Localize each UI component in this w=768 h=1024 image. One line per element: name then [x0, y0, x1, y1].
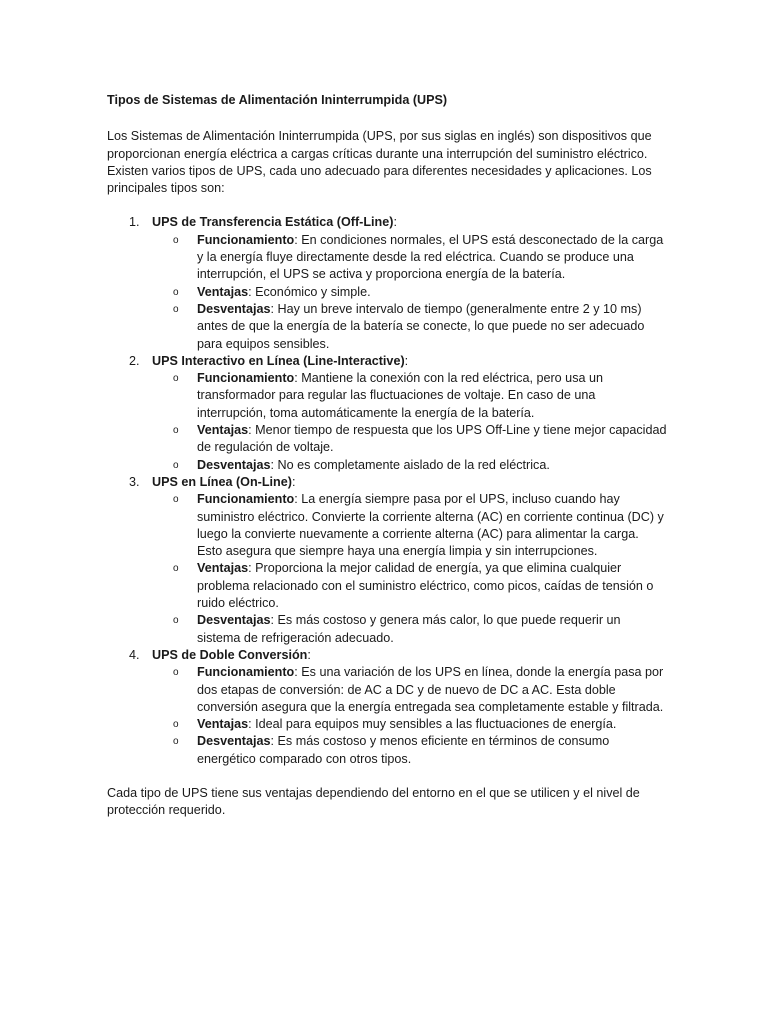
point-item: [173, 664, 667, 716]
ups-type-title: [152, 353, 667, 370]
point-separator: :: [294, 371, 302, 386]
ups-type-suffix: :: [307, 647, 311, 662]
ups-type-item: [129, 647, 667, 768]
point-item: [173, 284, 667, 301]
point-label: Ventajas: [197, 284, 249, 299]
point-label: Ventajas: [197, 717, 249, 732]
point-text: Menor tiempo de respuesta que los UPS Off-Line y tiene mejor capacidad de regulación de voltaje.: [197, 423, 667, 455]
point-item: [173, 422, 667, 457]
point-separator: :: [294, 492, 302, 507]
ups-type-suffix: :: [393, 215, 397, 230]
ups-type-title: [152, 214, 667, 231]
bullet-icon: o: [173, 373, 179, 385]
bullet-icon: o: [173, 286, 179, 298]
ups-type-points: [152, 664, 667, 768]
point-text: Es una variación de los UPS en línea, donde la energía pasa por dos etapas de conversión: de AC a DC y de nuevo de DC a AC. Esta doble conversión asegura que la energía entregada sea completamente estable y filtrada.: [197, 665, 664, 714]
bullet-icon: o: [173, 736, 179, 748]
point-text: Proporciona la mejor calidad de energía, ya que elimina cualquier problema relacionado con el suministro eléctrico, como picos, caídas de tensión o ruido eléctrico.: [197, 561, 654, 611]
point-label: Ventajas: [197, 423, 249, 438]
point-label: Desventajas: [197, 301, 271, 316]
point-text: Es más costoso y menos eficiente en términos de consumo energético comparado con otros tipos.: [197, 734, 610, 766]
point-separator: :: [294, 232, 302, 247]
bullet-icon: o: [173, 234, 179, 246]
point-text: Ideal para equipos muy sensibles a las fluctuaciones de energía.: [255, 717, 617, 732]
point-item: [173, 457, 667, 474]
ups-type-item: [129, 214, 667, 352]
point-text: Mantiene la conexión con la red eléctrica, pero usa un transformador para regular las fluctuaciones de voltaje. En caso de una interrupción, toma automáticamente la energía de la batería.: [197, 371, 603, 420]
ups-type-points: [152, 370, 667, 474]
ups-type-name: UPS en Línea (On-Line): [152, 474, 292, 489]
point-item: [173, 491, 667, 560]
point-item: [173, 716, 667, 733]
point-separator: :: [294, 665, 302, 680]
bullet-icon: o: [173, 459, 179, 471]
list-number: 4.: [129, 647, 140, 662]
bullet-icon: o: [173, 425, 179, 437]
point-label: Ventajas: [197, 561, 249, 576]
point-text: En condiciones normales, el UPS está desconectado de la carga y la energía fluye directamente desde la red eléctrica. Cuando se produce una interrupción, el UPS se activa y proporciona energía de la batería.: [197, 232, 664, 282]
ups-type-name: UPS de Transferencia Estática (Off-Line): [152, 215, 394, 230]
point-separator: :: [248, 423, 256, 438]
point-label: Desventajas: [197, 734, 271, 749]
point-label: Funcionamiento: [197, 492, 295, 507]
ups-type-points: [152, 232, 667, 353]
bullet-icon: o: [173, 494, 179, 506]
point-item: [173, 301, 667, 353]
point-label: Funcionamiento: [197, 371, 295, 386]
ups-types-list: [107, 214, 667, 768]
point-item: [173, 232, 667, 284]
point-text: Es más costoso y genera más calor, lo que puede requerir un sistema de refrigeración adecuado.: [197, 613, 621, 645]
point-label: Funcionamiento: [197, 232, 295, 247]
list-number: 1.: [129, 215, 140, 230]
ups-type-title: [152, 647, 667, 664]
point-separator: :: [270, 457, 278, 472]
closing-paragraph: Cada tipo de UPS tiene sus ventajas dependiendo del entorno en el que se utilicen y el nivel de protección requerido.: [107, 785, 640, 818]
ups-type-name: UPS Interactivo en Línea (Line-Interactive): [152, 353, 405, 368]
ups-type-suffix: :: [404, 353, 409, 368]
point-separator: :: [270, 613, 278, 628]
bullet-icon: o: [173, 303, 179, 315]
document-title: Tipos de Sistemas de Alimentación Ininterrumpida (UPS): [107, 93, 448, 107]
point-text: La energía siempre pasa por el UPS, incluso cuando hay suministro eléctrico. Convierte la corriente alterna (AC) en corriente continua (DC) y luego la convierte nuevamente a corriente alterna (AC) para alimentar la carga. Esto asegura que siempre haya una energía limpia y sin interrupciones.: [197, 492, 664, 559]
ups-type-points: [152, 491, 667, 647]
point-separator: :: [270, 301, 278, 316]
bullet-icon: o: [173, 563, 179, 575]
point-separator: :: [248, 284, 256, 299]
ups-type-name: UPS de Doble Conversión: [152, 647, 308, 662]
point-label: Desventajas: [197, 613, 271, 628]
ups-type-item: [129, 353, 667, 474]
list-number: 3.: [129, 474, 140, 489]
bullet-icon: o: [173, 667, 179, 679]
ups-type-item: [129, 474, 667, 647]
point-text: Económico y simple.: [255, 284, 371, 299]
point-separator: :: [248, 717, 256, 732]
point-text: No es completamente aislado de la red eléctrica.: [277, 457, 550, 472]
ups-type-title: [152, 474, 667, 491]
intro-paragraph: Los Sistemas de Alimentación Ininterrumpida (UPS, por sus siglas en inglés) son dispositivos que proporcionan energía eléctrica a cargas críticas durante una interrupción del suministro eléctrico. Existen varios tipos de UPS, cada uno adecuado para diferentes necesidades y aplicaciones. Los principales tipos son:: [107, 129, 652, 196]
ups-type-suffix: :: [291, 474, 296, 489]
point-item: [173, 370, 667, 422]
point-label: Funcionamiento: [197, 665, 295, 680]
list-number: 2.: [129, 353, 140, 368]
document-page: [107, 92, 667, 820]
point-item: [173, 560, 667, 612]
point-label: Desventajas: [197, 457, 271, 472]
point-text: Hay un breve intervalo de tiempo (generalmente entre 2 y 10 ms) antes de que la energía de la batería se conecte, lo que puede no ser adecuado para equipos sensibles.: [197, 301, 645, 351]
point-separator: :: [248, 561, 256, 576]
point-item: [173, 612, 667, 647]
point-separator: :: [270, 734, 278, 749]
bullet-icon: o: [173, 615, 179, 627]
bullet-icon: o: [173, 719, 179, 731]
point-item: [173, 733, 667, 768]
